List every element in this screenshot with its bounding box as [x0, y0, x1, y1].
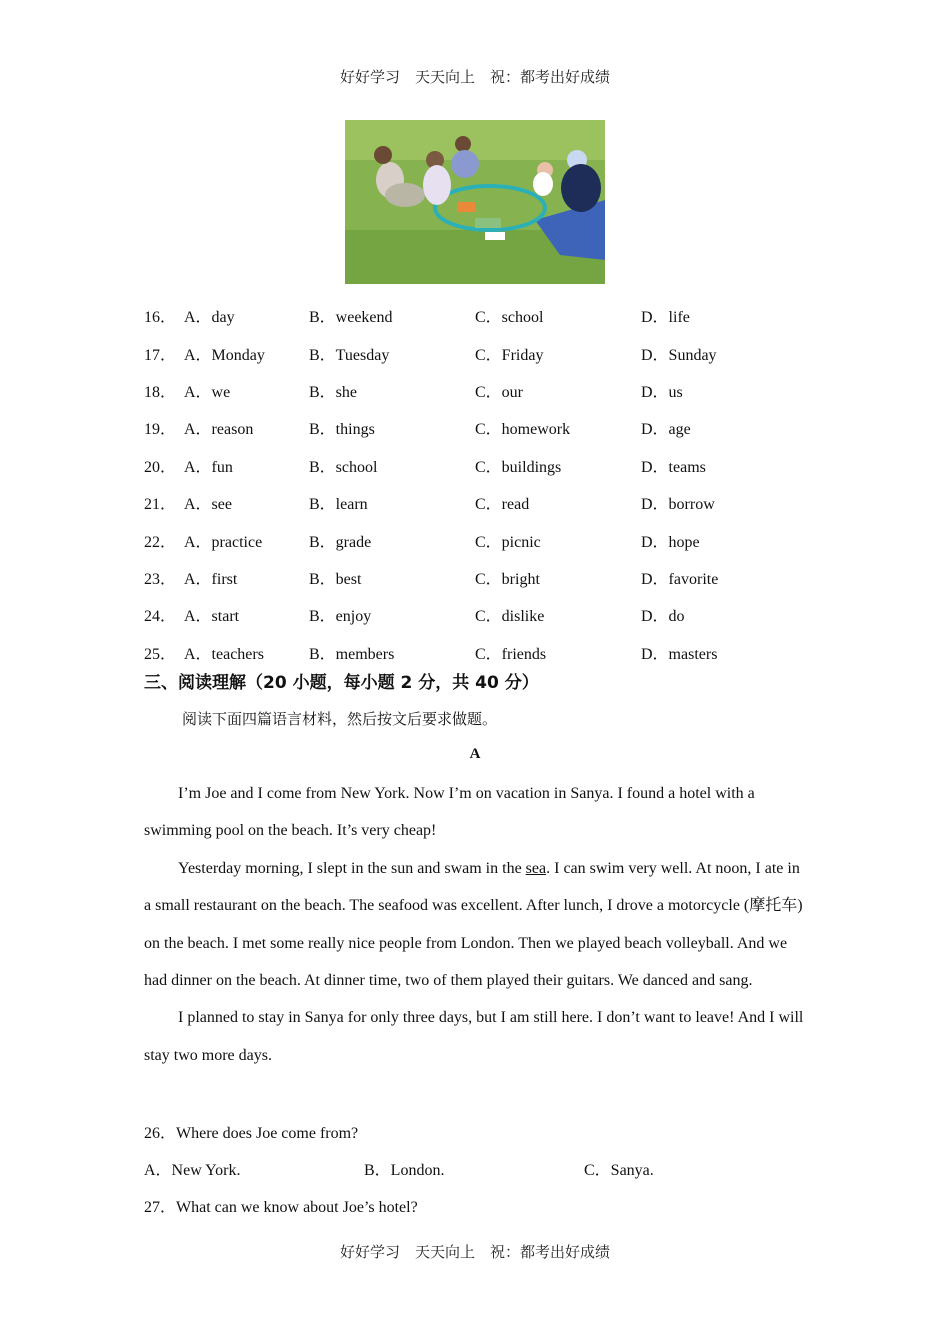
- option-a: A．we: [184, 383, 231, 401]
- option-a: A．New York.: [144, 1162, 241, 1179]
- option-b: B．things: [309, 421, 375, 439]
- question-number: 19．: [144, 421, 177, 439]
- option-b: B．London.: [364, 1162, 445, 1179]
- question-27: 27．What can we know about Joe’s hotel?: [144, 1199, 418, 1216]
- option-d: D．favorite: [641, 570, 719, 588]
- passage-paragraph: [144, 850, 809, 1000]
- page-footer: 好好学习 天天向上 祝：都考出好成绩: [339, 1243, 610, 1261]
- reading-passage: [144, 775, 809, 1074]
- option-a: A．see: [184, 496, 232, 514]
- option-c: C．school: [475, 309, 544, 327]
- option-d: D．us: [641, 383, 683, 401]
- option-row: [144, 521, 824, 558]
- question-number: 25．: [144, 645, 177, 663]
- option-row: [144, 297, 824, 334]
- option-b: B．enjoy: [309, 608, 372, 626]
- page-header: 好好学习 天天向上 祝：都考出好成绩: [339, 68, 610, 86]
- option-a: A．first: [184, 570, 238, 588]
- option-a: A．start: [184, 608, 240, 626]
- option-b: B．learn: [309, 496, 368, 514]
- option-row: [144, 409, 824, 446]
- option-d: D．age: [641, 421, 691, 439]
- question-number: 22．: [144, 533, 177, 551]
- question-number: 21．: [144, 496, 177, 514]
- option-d: D．hope: [641, 533, 700, 551]
- option-c: C．Friday: [475, 346, 544, 364]
- option-row: [144, 372, 824, 409]
- option-a: A．reason: [184, 421, 254, 439]
- option-a: A．day: [184, 309, 235, 327]
- question-number: 16．: [144, 309, 177, 327]
- options-list: [144, 297, 824, 671]
- instruction-text: 阅读下面四篇语言材料，然后按文后要求做题。: [182, 710, 498, 728]
- option-d: D．Sunday: [641, 346, 717, 364]
- option-b: B．weekend: [309, 309, 393, 327]
- option-row: [144, 559, 824, 596]
- option-b: B．best: [309, 570, 362, 588]
- option-b: B．grade: [309, 533, 372, 551]
- option-row: [144, 484, 824, 521]
- option-b: B．Tuesday: [309, 346, 390, 364]
- option-b: B．members: [309, 645, 395, 663]
- question-26-options: [144, 1157, 804, 1180]
- passage-label: A: [469, 746, 481, 762]
- option-c: C．Sanya.: [584, 1162, 654, 1179]
- option-a: A．practice: [184, 533, 263, 551]
- underlined-word: sea: [525, 859, 547, 877]
- question-number: 24．: [144, 608, 177, 626]
- option-d: D．teams: [641, 458, 706, 476]
- option-d: D．masters: [641, 645, 718, 663]
- option-b: B．she: [309, 383, 358, 401]
- question-number: 17．: [144, 346, 177, 364]
- question-26: 26．Where does Joe come from?: [144, 1125, 359, 1142]
- option-c: C．our: [475, 383, 524, 401]
- question-number: 20．: [144, 458, 177, 476]
- option-c: C．read: [475, 496, 530, 514]
- option-a: A．Monday: [184, 346, 265, 364]
- option-row: [144, 596, 824, 633]
- option-d: D．life: [641, 309, 690, 327]
- option-row: [144, 334, 824, 371]
- passage-paragraph: I planned to stay in Sanya for only three days, but I am still here. I don’t want to leave! And I will stay two more days.: [144, 1009, 804, 1064]
- passage-text: . I can swim very well. At noon, I ate in a small restaurant on the beach. The seafood was excellent. After lunch, I drove a motorcycle (摩托车) on the beach. I met some really nice people from London. Then we played beach volleyball. And we had dinner on the beach. At dinner time, two of them played their guitars. We danced and sang.: [144, 859, 803, 990]
- option-c: C．buildings: [475, 458, 562, 476]
- option-c: C．picnic: [475, 533, 541, 551]
- option-row: [144, 634, 824, 671]
- option-a: A．teachers: [184, 645, 264, 663]
- section-title: 三、阅读理解（20 小题，每小题 2 分，共 40 分）: [144, 673, 539, 693]
- option-a: A．fun: [184, 458, 233, 476]
- option-c: C．friends: [475, 645, 547, 663]
- option-d: D．borrow: [641, 496, 715, 514]
- option-c: C．dislike: [475, 608, 545, 626]
- option-c: C．bright: [475, 570, 540, 588]
- option-row: [144, 447, 824, 484]
- passage-text: Yesterday morning, I slept in the sun and swam in the: [178, 859, 526, 877]
- question-number: 23．: [144, 570, 177, 588]
- passage-paragraph: I’m Joe and I come from New York. Now I’m on vacation in Sanya. I found a hotel with a swimming pool on the beach. It’s very cheap!: [144, 785, 755, 840]
- option-c: C．homework: [475, 421, 571, 439]
- picnic-photo: [345, 120, 605, 284]
- question-number: 18．: [144, 383, 177, 401]
- option-b: B．school: [309, 458, 378, 476]
- option-d: D．do: [641, 608, 685, 626]
